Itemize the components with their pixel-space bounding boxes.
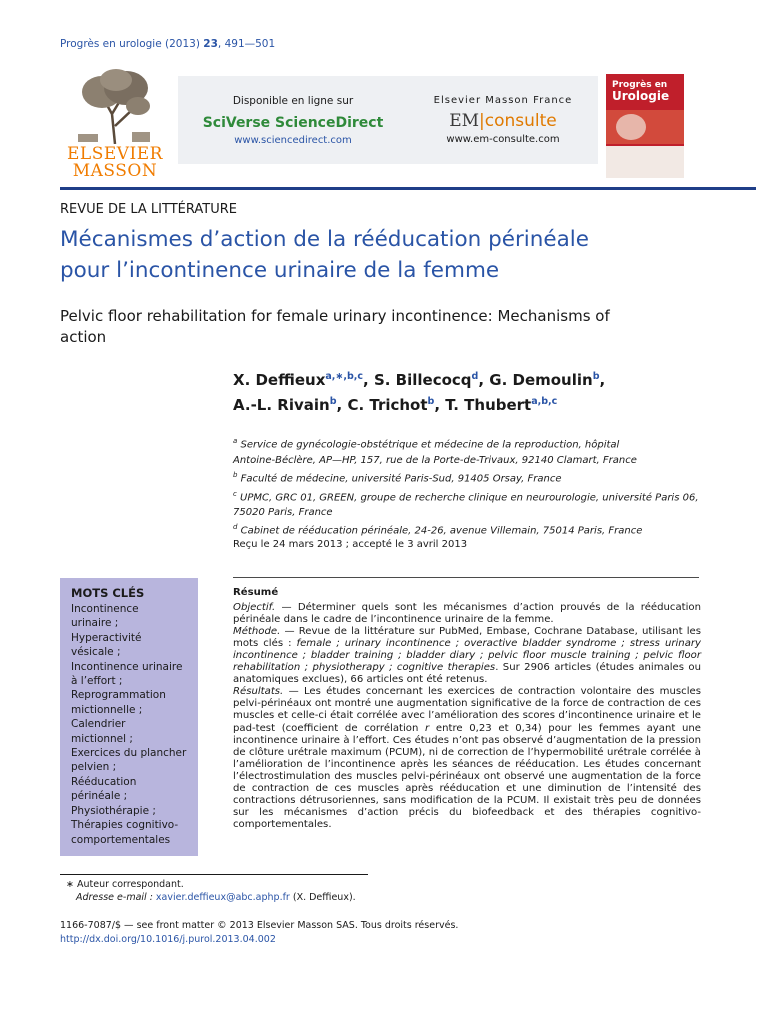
author-affiliation-mark[interactable]: a,∗,b,c xyxy=(325,371,364,382)
abstract-resultats xyxy=(233,686,701,831)
cover-title-line1: Progrès en xyxy=(612,80,668,90)
abstract-methode xyxy=(233,626,701,686)
abstract-text: entre 0,23 et 0,34) pour les femmes ayant une incontinence urinaire à l’effort. Ces études n’ont pas observé d’augmentation de la pression de clôture urétrale maximum (PCUM), ni de correction de l’hypermobilité urétrale corrélée à l’amélioration de l’incontinence après les séances de rééducation. Les études concernant l’électrostimulation des muscles pelvi-périnéaux ont observé une augmentation de la force de contraction de ces muscles après rééducation et une diminution de l’intensité des contractions détrusoriennes, sans modification de la PCUM. Il existait très peu de données sur les mécanismes d’action précis du biofeedback et des thérapies cognitivo-comportementales. xyxy=(233,722,701,830)
keyword-line: Thérapies cognitivo- xyxy=(71,819,179,832)
title-fr-line2: pour l’incontinence urinaire de la femme xyxy=(60,258,500,283)
affiliation-d xyxy=(233,520,713,539)
author-affiliation-mark[interactable]: b xyxy=(592,371,600,382)
journal-citation-prefix: Progrès en urologie (2013) xyxy=(60,38,204,50)
sciencedirect-link[interactable]: www.sciencedirect.com xyxy=(234,135,352,146)
copyright-line: 1166-7087/$ — see front matter © 2013 Elsevier Masson SAS. Tous droits réservés. xyxy=(60,920,459,931)
emconsulte-bar: | xyxy=(479,111,485,131)
cover-title-line2: Urologie xyxy=(612,89,670,103)
affiliation-c xyxy=(233,487,713,506)
online-availability-box xyxy=(178,76,598,164)
keyword-line: urinaire ; xyxy=(71,617,119,630)
title-en-line1: Pelvic floor rehabilitation for female urinary incontinence: Mechanisms of xyxy=(60,307,610,325)
keyword-line: Exercices du plancher xyxy=(71,747,187,760)
keyword-line: Physiothérapie ; xyxy=(71,804,156,817)
abstract xyxy=(233,587,701,831)
title-fr-line1: Mécanismes d’action de la rééducation périnéale xyxy=(60,227,589,252)
emconsulte-link[interactable]: www.em-consulte.com xyxy=(446,134,560,145)
author-affiliation-mark[interactable]: b xyxy=(427,396,435,407)
keyword-line: comportementales xyxy=(71,833,171,846)
journal-cover-thumbnail xyxy=(606,74,684,178)
cover-footer xyxy=(606,146,684,178)
abstract-label: Objectif. xyxy=(233,602,276,614)
masson-wordmark: MASSON xyxy=(72,161,158,181)
keyword-line: Incontinence xyxy=(71,603,139,615)
abstract-heading: Résumé xyxy=(233,587,279,598)
elsevier-masson-wordmark xyxy=(60,146,170,180)
author-affiliation-mark[interactable]: a,b,c xyxy=(531,396,558,407)
abstract-text: — Les études concernant les exercices de contraction volontaire des muscles pelvi-périnéaux ont montré une augmentation significative de la force de contraction de ces muscles et celle-ci était corrélée avec l’amélioration des scores d’incontinence urinaire et le pad-test (coefficient de corrélation xyxy=(233,686,701,734)
author-separator: , xyxy=(336,396,348,414)
cover-title xyxy=(612,80,669,102)
abstract-text: — Déterminer quels sont les mécanismes d’action prouvés de la rééducation périnéale dans le cadre de l’incontinence urinaire de la femme. xyxy=(233,602,701,626)
journal-pages: , 491—501 xyxy=(217,38,276,50)
keywords-box xyxy=(60,578,198,856)
elsevier-tree-icon xyxy=(72,66,158,144)
affiliations xyxy=(233,434,713,539)
keyword-line: Calendrier xyxy=(71,718,126,731)
footnote-mark: ∗ xyxy=(66,879,74,890)
affiliation-mark: c xyxy=(233,489,237,498)
article-title-english xyxy=(60,306,750,348)
abstract-label: Méthode. xyxy=(233,626,281,638)
abstract-symbol: r xyxy=(425,722,430,734)
affiliation-mark: b xyxy=(233,470,238,479)
journal-volume: 23 xyxy=(203,38,218,50)
emconsulte-logo[interactable] xyxy=(408,111,598,131)
sciencedirect-logo[interactable]: SciVerse ScienceDirect xyxy=(202,115,384,131)
affiliation-a-cont: Antoine-Béclère, AP—HP, 157, rue de la Porte-de-Trivaux, 92140 Clamart, France xyxy=(233,454,637,466)
abstract-objectif xyxy=(233,602,701,626)
abstract-keywords: female ; urinary incontinence ; overactive bladder syndrome ; stress urinary incontinence ; bladder training ; bladder diary ; pelvic floor muscle training ; pelvic floor rehabilitation ; physiotherapy ; cognitive therapies xyxy=(233,638,702,674)
article-title-french xyxy=(60,224,750,286)
affiliation-c-cont: 75020 Paris, France xyxy=(233,507,333,519)
keyword-line: pelvien ; xyxy=(71,761,117,774)
elsevier-wordmark: ELSEVIER xyxy=(67,144,163,164)
abstract-label: Résultats. xyxy=(233,686,284,698)
author-affiliation-mark[interactable]: d xyxy=(471,371,479,382)
author-name[interactable]: A.-L. Rivain xyxy=(233,396,330,414)
received-dates: Reçu le 24 mars 2013 ; accepté le 3 avril 2013 xyxy=(233,539,468,550)
sciencedirect-available-label: Disponible en ligne sur xyxy=(232,95,354,107)
emconsulte-em: EM xyxy=(449,111,480,131)
author-line1 xyxy=(233,366,753,391)
footnote-email xyxy=(60,891,480,904)
author-affiliation-mark[interactable]: b xyxy=(329,396,337,407)
affiliation-mark: a xyxy=(233,437,238,445)
author-separator: , xyxy=(363,371,374,389)
keywords-title: MOTS CLÉS xyxy=(71,586,145,600)
footnote-text: Auteur correspondant. xyxy=(73,879,184,890)
keyword-line: Rééducation xyxy=(71,775,137,788)
affiliation-text: Faculté de médecine, université Paris-Sud, 91405 Orsay, France xyxy=(237,473,562,485)
keyword-line: vésicale ; xyxy=(71,646,121,659)
abstract-text: — Revue de la littérature sur PubMed, Embase, Cochrane Database, utilisant les mots clés : xyxy=(233,626,701,650)
header-divider xyxy=(60,187,756,190)
author-separator: , xyxy=(478,371,490,389)
keyword-line: mictionnelle ; xyxy=(71,703,143,716)
affiliation-text: Service de gynécologie-obstétrique et médecine de la reproduction, hôpital xyxy=(237,439,620,451)
affiliation-mark: d xyxy=(233,523,238,532)
email-label: Adresse e-mail : xyxy=(76,892,153,903)
affiliation-a xyxy=(233,434,713,453)
affiliation-text: Cabinet de rééducation périnéale, 24-26, avenue Villemain, 75014 Paris, France xyxy=(237,525,643,537)
copyright-block xyxy=(60,919,660,946)
cover-illustration xyxy=(616,114,646,140)
sciencedirect-block[interactable] xyxy=(178,95,408,146)
author-name[interactable]: G. Demoulin xyxy=(489,371,593,389)
author-name[interactable]: X. Deffieux xyxy=(233,371,326,389)
keyword-line: Incontinence urinaire xyxy=(71,660,183,673)
keyword-line: Hyperactivité xyxy=(71,631,142,644)
section-label: REVUE DE LA LITTÉRATURE xyxy=(60,202,237,217)
keyword-line: Reprogrammation xyxy=(71,689,166,702)
keyword-line: à l’effort ; xyxy=(71,675,123,688)
title-en-line2: action xyxy=(60,328,107,346)
emconsulte-block[interactable] xyxy=(408,95,598,145)
footnote-divider xyxy=(60,874,368,875)
doi-link[interactable]: http://dx.doi.org/10.1016/j.purol.2013.04.002 xyxy=(60,933,276,945)
author-line2 xyxy=(233,391,753,416)
elsevier-masson-logo xyxy=(60,66,170,184)
journal-banner xyxy=(60,62,756,186)
keyword-line: mictionnel ; xyxy=(71,732,133,745)
author-name[interactable]: T. Thubert xyxy=(445,396,532,414)
author-separator: , xyxy=(434,396,446,414)
journal-citation xyxy=(60,38,275,50)
author-name[interactable]: S. Billecocq xyxy=(373,371,472,389)
abstract-divider xyxy=(233,577,699,578)
abstract-text: . Sur 2906 articles (études animales ou anatomiques exclues), 66 articles ont été retenus. xyxy=(233,662,701,686)
email-link[interactable]: xavier.deffieux@abc.aphp.fr xyxy=(155,892,290,903)
author-list xyxy=(233,366,753,416)
footnote-corresponding xyxy=(60,878,480,891)
footnote xyxy=(60,878,480,904)
email-suffix: (X. Deffieux). xyxy=(289,892,356,903)
emconsulte-name: consulte xyxy=(484,111,557,131)
author-separator: , xyxy=(599,371,606,389)
emconsulte-publisher-label: Elsevier Masson France xyxy=(433,95,573,106)
author-name[interactable]: C. Trichot xyxy=(347,396,428,414)
affiliation-text: UPMC, GRC 01, GREEN, groupe de recherche clinique en neurourologie, université Paris 06, xyxy=(236,491,699,503)
keyword-line: périnéale ; xyxy=(71,790,128,803)
affiliation-b xyxy=(233,468,713,487)
